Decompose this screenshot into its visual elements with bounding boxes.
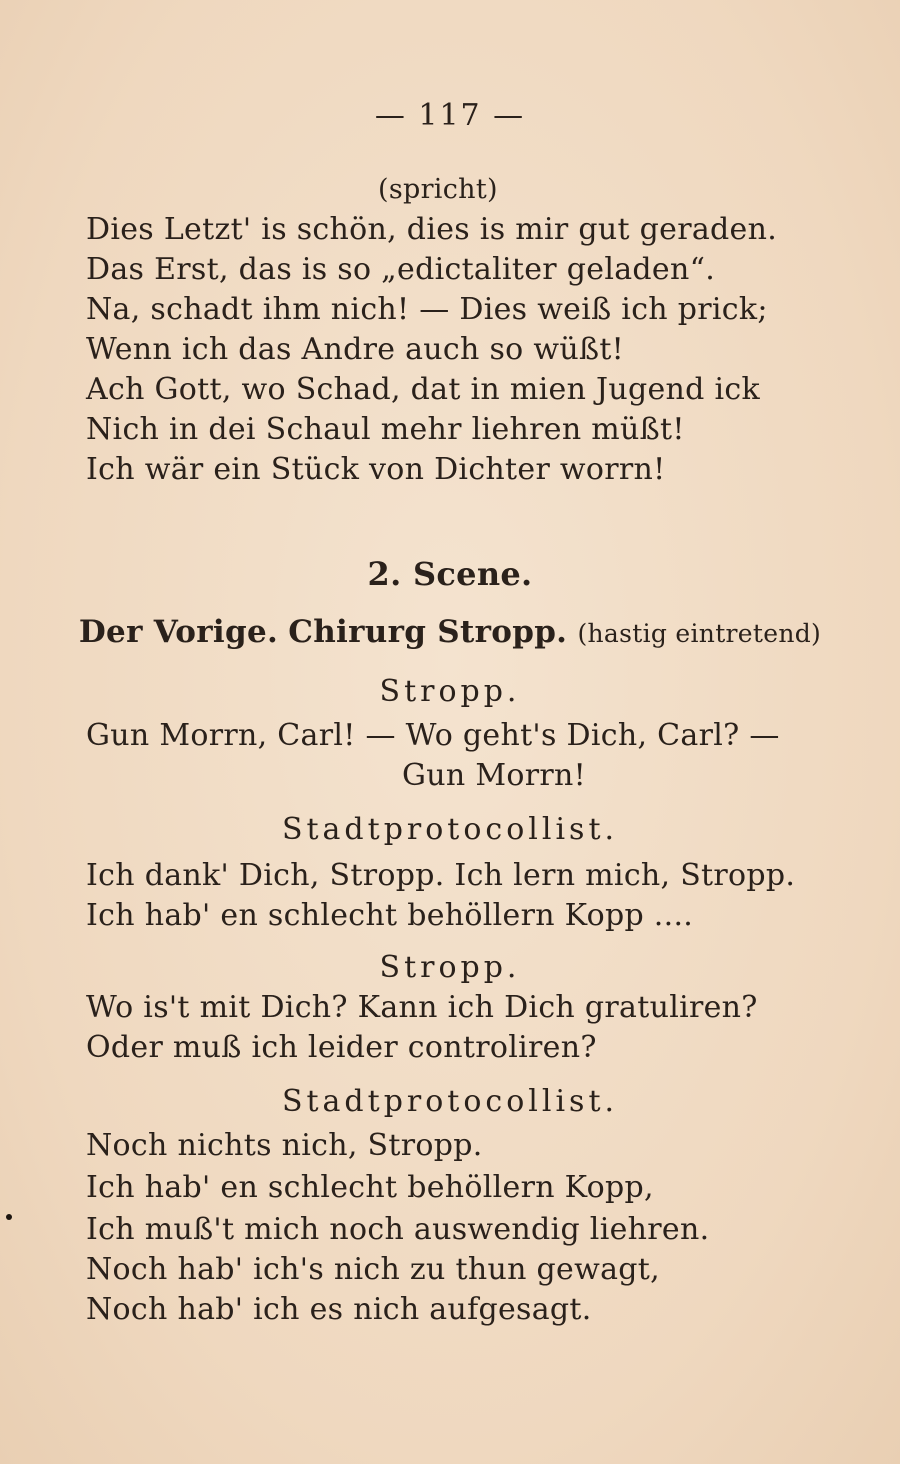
dialogue-line: Oder muß ich leider controliren?	[86, 1030, 597, 1065]
verse-line: Dies Letzt' is schön, dies is mir gut geraden.	[86, 212, 778, 247]
cast-list	[0, 614, 900, 652]
dialogue-line: Gun Morrn!	[402, 758, 586, 793]
ink-spot	[6, 1214, 12, 1220]
dialogue-line: Noch hab' ich's nich zu thun gewagt,	[86, 1252, 660, 1287]
verse-line: Wenn ich das Andre auch so wüßt!	[86, 332, 625, 367]
verse-line: Das Erst, das is so „edictaliter geladen“.	[86, 252, 716, 287]
cast-direction: (hastig eintretend)	[577, 619, 822, 648]
dialogue-line: Noch nichts nich, Stropp.	[86, 1128, 483, 1163]
speaker-name: Stadtprotocollist.	[281, 1084, 619, 1119]
cast-stropp: Chirurg Stropp.	[288, 614, 568, 650]
verse-line: Nich in dei Schaul mehr liehren müßt!	[86, 412, 685, 447]
dialogue-line: Ich hab' en schlecht behöllern Kopp ....	[86, 898, 694, 933]
scene-heading: 2. Scene.	[367, 555, 533, 593]
cast-vorige: Der Vorige.	[78, 614, 279, 650]
dialogue-line: Ich dank' Dich, Stropp. Ich lern mich, Stropp.	[86, 858, 796, 893]
dialogue-line: Ich hab' en schlecht behöllern Kopp,	[86, 1170, 654, 1205]
dialogue-line: Gun Morrn, Carl! — Wo geht's Dich, Carl? —	[86, 718, 780, 753]
verse-line: Ach Gott, wo Schad, dat in mien Jugend ick	[86, 372, 760, 407]
speaker-name: Stadtprotocollist.	[281, 812, 619, 847]
page-number: — 117 —	[374, 98, 526, 133]
dialogue-line: Ich muß't mich noch auswendig liehren.	[86, 1212, 710, 1247]
stage-direction: (spricht)	[378, 174, 498, 205]
dialogue-line: Wo is't mit Dich? Kann ich Dich gratuliren?	[86, 990, 758, 1025]
speaker-name: Stropp.	[379, 674, 521, 709]
dialogue-line: Noch hab' ich es nich aufgesagt.	[86, 1292, 592, 1327]
verse-line: Ich wär ein Stück von Dichter worrn!	[86, 452, 666, 487]
speaker-name: Stropp.	[379, 950, 521, 985]
verse-line: Na, schadt ihm nich! — Dies weiß ich prick;	[86, 292, 768, 327]
